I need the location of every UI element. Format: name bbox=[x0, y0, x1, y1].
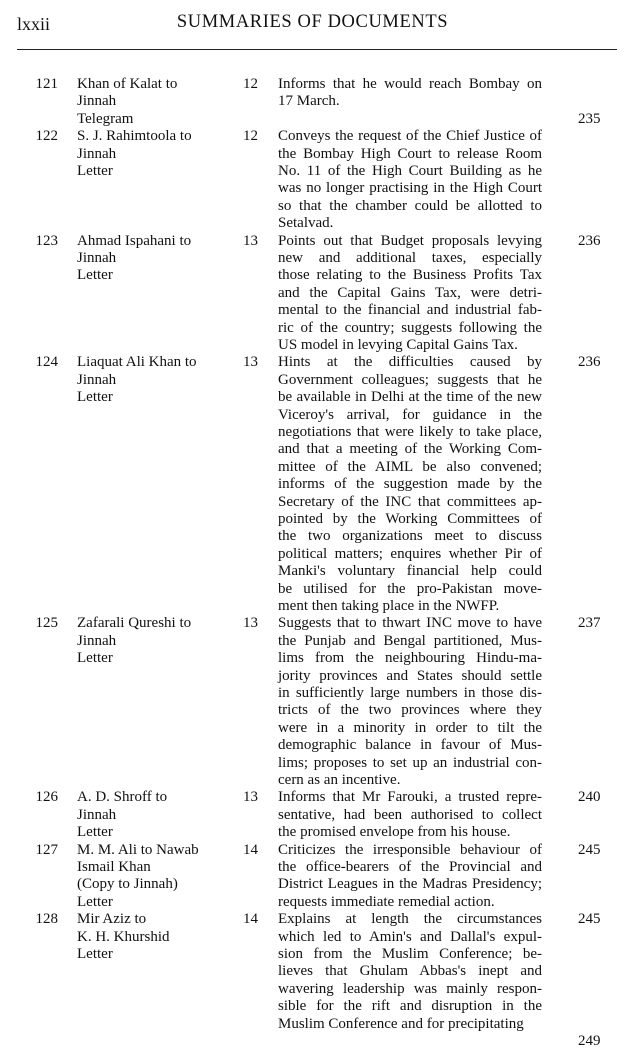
entry-summary bbox=[278, 354, 542, 615]
summary-line: sentative, had been authorised to collect bbox=[278, 806, 542, 823]
entry-summary bbox=[278, 842, 542, 912]
sender-line: Khan of Kalat to bbox=[77, 76, 178, 92]
summary-line: Government colleagues; suggests that he bbox=[278, 371, 542, 388]
summary-line: so that the chamber could be allotted to bbox=[278, 197, 542, 214]
summary-line: and that a meeting of the Working Com- bbox=[278, 441, 542, 458]
sender-line: Letter bbox=[77, 389, 113, 406]
summary-line: sible for the rift and disruption in the bbox=[278, 998, 542, 1015]
summary-line: be utilised for the pro-Pakistan move- bbox=[278, 580, 542, 597]
sender-line: Letter bbox=[77, 824, 113, 841]
summary-line: and the Capital Gains Tax, were detri- bbox=[278, 284, 542, 301]
summary-line: Points out that Budget proposals levying bbox=[278, 232, 542, 249]
summary-line: pointed by the Working Committees of bbox=[278, 511, 542, 528]
sender-line: Jinnah bbox=[77, 249, 117, 266]
sender-line: Liaquat Ali Khan to bbox=[77, 354, 197, 371]
entry-number: 121 bbox=[35, 76, 58, 92]
sender-line: Zafarali Qureshi to bbox=[77, 615, 192, 632]
sender-line: Jinnah bbox=[77, 371, 117, 388]
summary-line: the Bombay High Court to release Room bbox=[278, 145, 542, 162]
entry-sender bbox=[77, 789, 242, 841]
summary-line: be available in Delhi at the time of the new bbox=[278, 389, 542, 406]
entry-sender bbox=[77, 128, 242, 180]
sender-line: K. H. Khurshid bbox=[77, 928, 170, 945]
summary-line: Hints at the difficulties caused by bbox=[278, 354, 542, 371]
entry-number: 123 bbox=[35, 232, 58, 249]
entry-sender bbox=[77, 233, 242, 285]
entry-summary bbox=[278, 911, 542, 1033]
sender-line: Letter bbox=[77, 163, 113, 179]
summary-entry bbox=[0, 76, 625, 128]
document-summary-list bbox=[0, 76, 625, 1049]
entry-sender bbox=[77, 842, 242, 912]
entry-summary bbox=[278, 789, 542, 841]
entry-sender bbox=[77, 76, 242, 128]
sender-line: Letter bbox=[77, 945, 113, 962]
summary-line: sion from the Muslim Conference; be- bbox=[278, 945, 542, 962]
entry-date: 13 bbox=[243, 615, 258, 632]
sender-line: Jinnah bbox=[77, 632, 117, 649]
entry-number: 126 bbox=[35, 789, 58, 806]
summary-line: were in a minority in order to tilt the bbox=[278, 719, 542, 736]
entry-date: 13 bbox=[243, 354, 258, 371]
sender-line: Jinnah bbox=[77, 93, 117, 110]
entry-summary bbox=[278, 615, 542, 789]
sender-line: Ahmad Ispahani to bbox=[77, 232, 192, 249]
summary-line: those relating to the Business Profits Tax bbox=[278, 267, 542, 284]
summary-line: ric of the country; suggests following the bbox=[278, 319, 542, 336]
summary-line: tricts of the two provinces where they bbox=[278, 702, 542, 719]
summary-line: mental to the financial and industrial fab- bbox=[278, 302, 542, 319]
summary-line: the office-bearers of the Provincial and bbox=[278, 858, 542, 875]
entry-page-ref: 236 bbox=[578, 354, 601, 371]
summary-line: Setalvad. bbox=[278, 215, 334, 232]
entry-page-ref: 245 bbox=[578, 841, 601, 858]
entry-page-ref: 235 bbox=[578, 110, 601, 127]
entry-date: 13 bbox=[243, 232, 258, 249]
summary-line: Manki's voluntary financial help could bbox=[278, 563, 542, 580]
summary-line: negotiations that were likely to take place, bbox=[278, 424, 542, 440]
entry-sender bbox=[77, 615, 242, 667]
summary-line: Conveys the request of the Chief Justice of bbox=[278, 128, 542, 145]
summary-line: in sufficiently large numbers in those dis- bbox=[278, 685, 542, 701]
sender-line: S. J. Rahimtoola to bbox=[77, 128, 192, 145]
entry-number: 122 bbox=[35, 128, 58, 145]
entry-page-ref: 236 bbox=[578, 232, 601, 249]
summary-line: wavering leadership was mainly respon- bbox=[278, 980, 542, 997]
entry-date: 12 bbox=[243, 76, 258, 92]
summary-line: lims; proposes to set up an industrial con- bbox=[278, 754, 542, 771]
sender-line: Mir Aziz to bbox=[77, 911, 147, 928]
entry-date: 14 bbox=[243, 911, 258, 928]
entry-date: 13 bbox=[243, 789, 258, 806]
summary-line: Suggests that to thwart INC move to have bbox=[278, 615, 542, 632]
summary-line: Informs that Mr Farouki, a trusted repre- bbox=[278, 789, 542, 806]
entry-number: 124 bbox=[35, 354, 58, 371]
page-number: lxxii bbox=[17, 14, 51, 34]
sender-line: Letter bbox=[77, 650, 113, 667]
summary-line: cern as an incentive. bbox=[278, 772, 401, 789]
sender-line: Jinnah bbox=[77, 145, 117, 162]
summary-line: Secretary of the INC that committees ap- bbox=[278, 493, 542, 510]
summary-line: jority provinces and States should settle bbox=[278, 667, 542, 684]
summary-line: demographic balance in favour of Mus- bbox=[278, 737, 542, 754]
summary-line: lims from the neighbouring Hindu-ma- bbox=[278, 650, 542, 667]
entry-page-ref: 237 bbox=[578, 615, 601, 632]
summary-line: Informs that he would reach Bombay on bbox=[278, 76, 542, 92]
summary-line: informs of the suggestion made by the bbox=[278, 476, 542, 493]
sender-line: Letter bbox=[77, 267, 113, 284]
entry-page-ref: 245 bbox=[578, 911, 601, 928]
entry-sender bbox=[77, 911, 242, 963]
entry-sender bbox=[77, 354, 242, 406]
summary-line: mittee of the AIML be also convened; bbox=[278, 458, 542, 475]
summary-line: which led to Amin's and Dallal's expul- bbox=[278, 928, 542, 945]
entry-summary bbox=[278, 233, 542, 355]
entry-summary bbox=[278, 128, 542, 232]
summary-line: ment then taking place in the NWFP. bbox=[278, 598, 500, 615]
sender-line: Jinnah bbox=[77, 806, 117, 823]
entry-number: 125 bbox=[35, 615, 58, 632]
summary-line: District Leagues in the Madras Presidency; bbox=[278, 876, 542, 893]
summary-line: No. 11 of the High Court Building as he bbox=[278, 163, 542, 179]
sender-line: Ismail Khan bbox=[77, 858, 151, 875]
summary-line: Explains at length the circumstances bbox=[278, 911, 542, 928]
summary-line: was no longer practising in the High Court bbox=[278, 180, 542, 197]
running-title: SUMMARIES OF DOCUMENTS bbox=[176, 12, 449, 32]
summary-line: 17 March. bbox=[278, 93, 340, 110]
sender-line: A. D. Shroff to bbox=[77, 789, 168, 806]
summary-line: Viceroy's arrival, for guidance in the bbox=[278, 406, 542, 423]
summary-line: Muslim Conference and for precipitating bbox=[278, 1015, 524, 1032]
summary-line: Criticizes the irresponsible behaviour of bbox=[278, 841, 542, 858]
summary-entry bbox=[0, 911, 625, 1049]
entry-summary bbox=[278, 76, 542, 111]
entry-date: 12 bbox=[243, 128, 258, 145]
entry-number: 128 bbox=[35, 911, 58, 928]
summary-line: the Punjab and Bengal partitioned, Mus- bbox=[278, 632, 542, 649]
sender-line: Letter bbox=[77, 893, 113, 910]
entry-page-ref: 240 bbox=[578, 789, 601, 806]
summary-line: lieves that Ghulam Abbas's inept and bbox=[278, 963, 542, 980]
summary-line: political matters; enquires whether Pir of bbox=[278, 545, 542, 562]
summary-line: requests immediate remedial action. bbox=[278, 893, 495, 910]
entry-date: 14 bbox=[243, 841, 258, 858]
sender-line: M. M. Ali to Nawab bbox=[77, 841, 199, 858]
summary-line: US model in levying Capital Gains Tax. bbox=[278, 337, 518, 354]
sender-line: (Copy to Jinnah) bbox=[77, 876, 178, 893]
sender-line: Telegram bbox=[77, 110, 134, 127]
entry-page-ref: 249 bbox=[578, 1033, 601, 1049]
summary-line: the two organizations meet to discuss bbox=[278, 528, 542, 545]
entry-number: 127 bbox=[35, 841, 58, 858]
header-rule bbox=[17, 49, 617, 50]
summary-line: new and additional taxes, especially bbox=[278, 249, 542, 266]
summary-line: the promised envelope from his house. bbox=[278, 824, 511, 841]
